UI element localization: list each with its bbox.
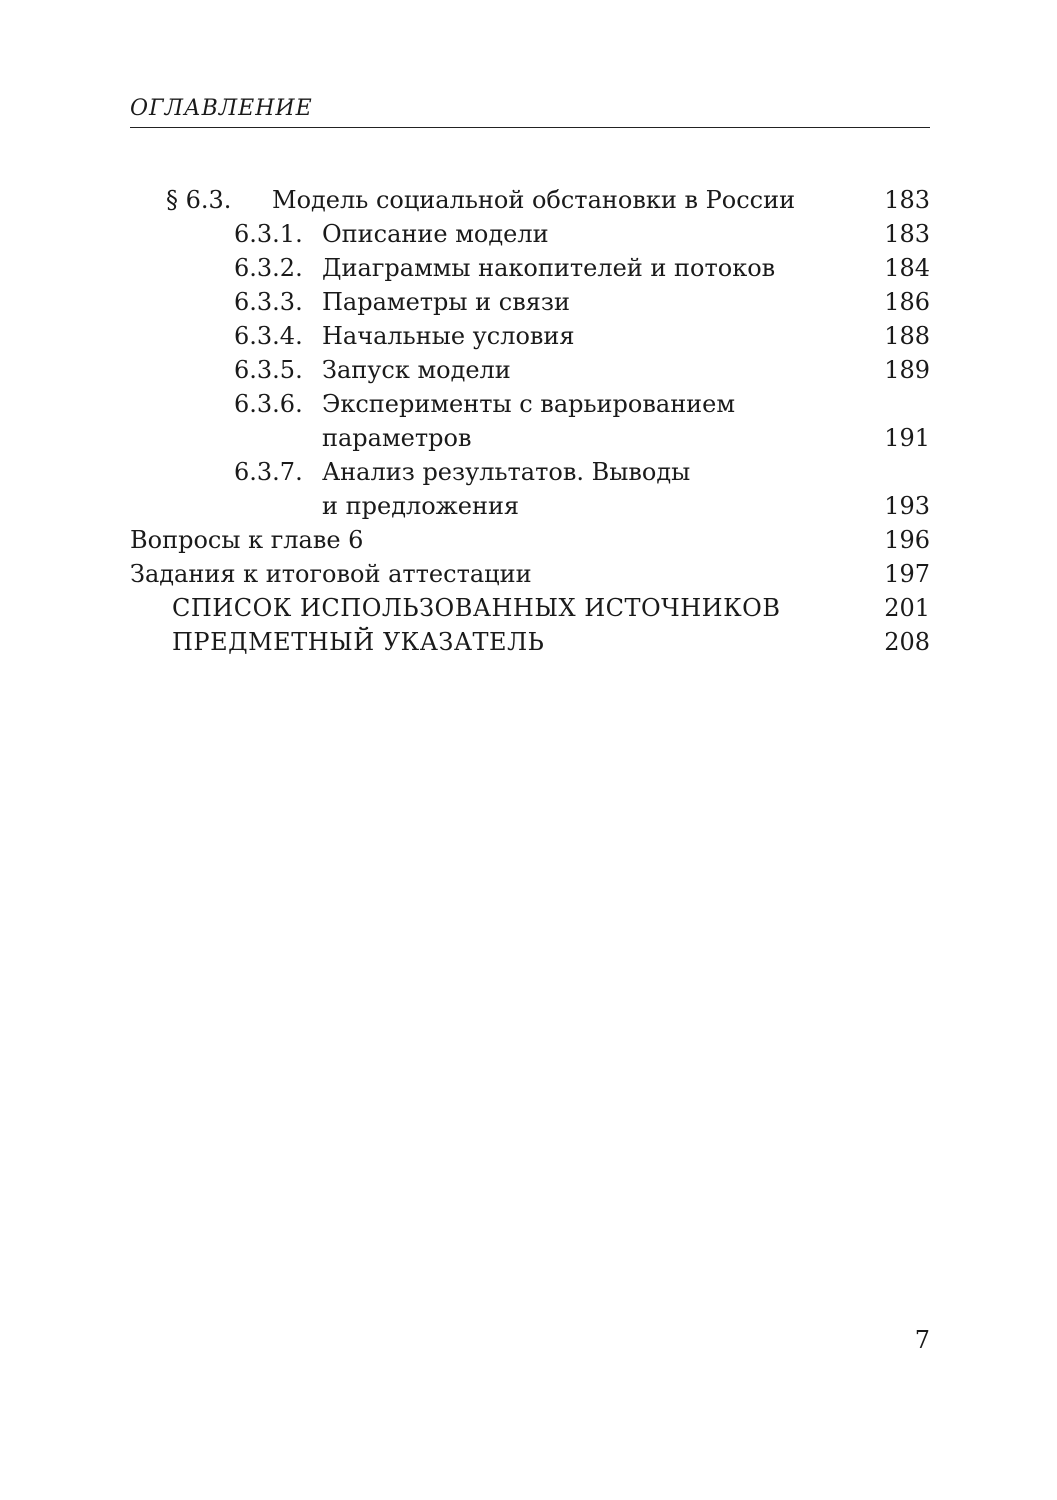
toc-entry-page: 193: [880, 489, 930, 523]
toc-entry-page: 184: [880, 251, 930, 285]
toc-entry-index[interactable]: [130, 625, 930, 659]
toc-entry-title: СПИСОК ИСПОЛЬЗОВАННЫХ ИСТОЧНИКОВ: [172, 591, 786, 625]
toc-entry-6-3-7-line2[interactable]: [130, 489, 930, 523]
toc-entry-page: 186: [880, 285, 930, 319]
toc-entry-6-3-5[interactable]: [130, 353, 930, 387]
toc-entry-title: Вопросы к главе 6: [130, 523, 369, 557]
toc-entry-questions[interactable]: [130, 523, 930, 557]
toc-entry-number: 6.3.2.: [234, 254, 303, 282]
toc-entry-6-3-6-line2[interactable]: [130, 421, 930, 455]
toc-entry-6-3-2[interactable]: [130, 251, 930, 285]
toc-entry-6-3-6-line1[interactable]: [130, 387, 930, 421]
toc-entry-6-3-3[interactable]: [130, 285, 930, 319]
toc-entry-page: 183: [880, 183, 930, 217]
toc-entry-title: Запуск модели: [322, 353, 517, 387]
toc-entry-title: Задания к итоговой аттестации: [130, 557, 538, 591]
toc-entry-title: Модель социальной обстановки в России: [272, 183, 801, 217]
toc-entry-tasks[interactable]: [130, 557, 930, 591]
toc-entry-page: 196: [880, 523, 930, 557]
toc-entry-page: 197: [880, 557, 930, 591]
table-of-contents: [130, 183, 930, 659]
toc-entry-title: Начальные условия: [322, 319, 581, 353]
toc-entry-number: § 6.3.: [166, 186, 232, 214]
toc-entry-page: 189: [880, 353, 930, 387]
toc-entry-6-3[interactable]: [130, 183, 930, 217]
toc-entry-6-3-1[interactable]: [130, 217, 930, 251]
toc-entry-number: 6.3.7.: [234, 458, 303, 486]
header-rule: [130, 127, 930, 128]
toc-entry-number: 6.3.5.: [234, 356, 303, 384]
toc-entry-page: 183: [880, 217, 930, 251]
page-number: 7: [914, 1326, 930, 1354]
toc-entry-references[interactable]: [130, 591, 930, 625]
toc-entry-6-3-7-line1[interactable]: [130, 455, 930, 489]
toc-entry-title: Диаграммы накопителей и потоков: [322, 251, 781, 285]
toc-entry-title-continued: и предложения: [322, 489, 525, 523]
toc-entry-6-3-4[interactable]: [130, 319, 930, 353]
toc-entry-number: 6.3.4.: [234, 322, 303, 350]
toc-entry-title: Параметры и связи: [322, 285, 576, 319]
toc-entry-number: 6.3.1.: [234, 220, 303, 248]
toc-entry-title-continued: параметров: [322, 421, 477, 455]
toc-entry-page: 188: [880, 319, 930, 353]
toc-entry-number: 6.3.3.: [234, 288, 303, 316]
toc-entry-title: Эксперименты с варьированием: [322, 387, 741, 421]
toc-entry-number: 6.3.6.: [234, 390, 303, 418]
toc-entry-title: Описание модели: [322, 217, 555, 251]
toc-entry-page: 208: [880, 625, 930, 659]
toc-entry-title: ПРЕДМЕТНЫЙ УКАЗАТЕЛЬ: [172, 625, 550, 659]
toc-entry-title: Анализ результатов. Выводы: [322, 455, 696, 489]
toc-entry-page: 201: [880, 591, 930, 625]
toc-entry-page: 191: [880, 421, 930, 455]
running-head: ОГЛАВЛЕНИЕ: [130, 96, 313, 121]
